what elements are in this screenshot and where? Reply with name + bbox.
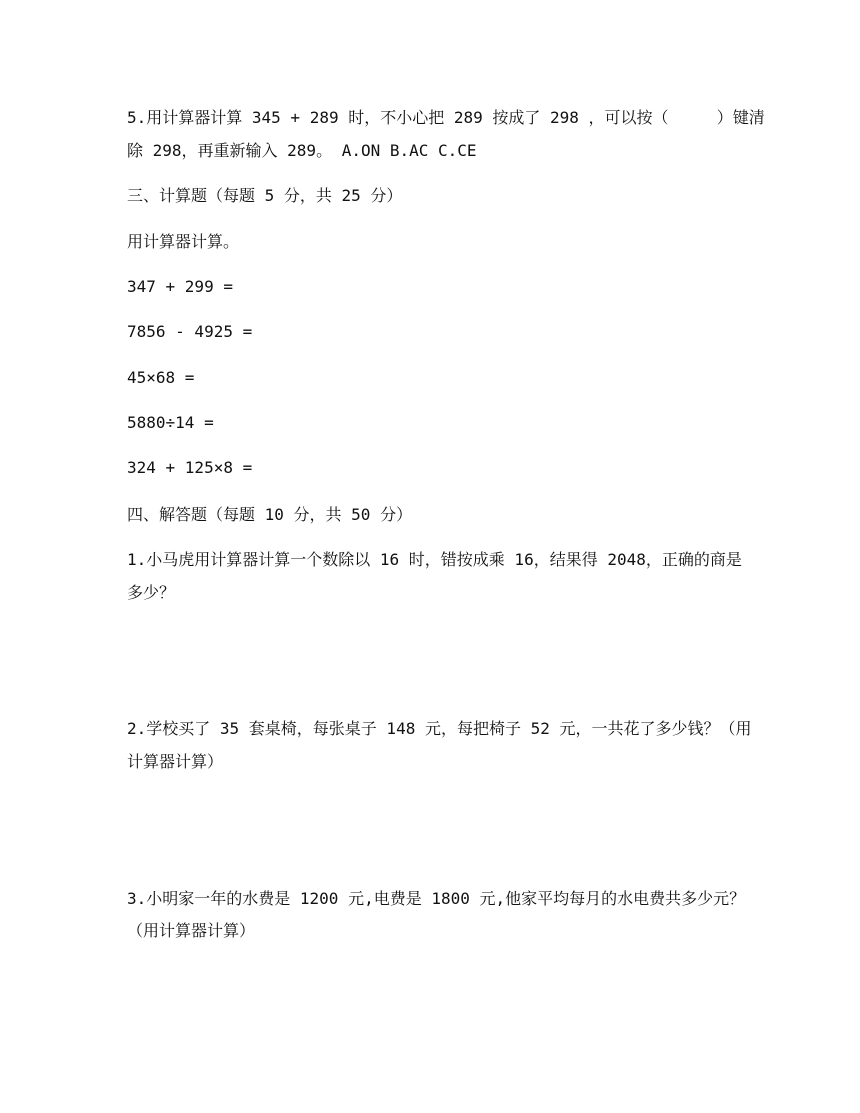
word-problem-3-line-2: （用计算器计算）	[127, 921, 256, 940]
calc-problem-3: 45×68 =	[127, 368, 195, 387]
word-problem-3-line-1: 3.小明家一年的水费是 1200 元,电费是 1800 元,他家平均每月的水电费共多少元？	[127, 889, 746, 908]
calc-problem-2: 7856 - 4925 =	[127, 322, 253, 341]
section-3-instruction: 用计算器计算。	[127, 232, 240, 251]
word-problem-2-line-2: 计算器计算）	[127, 752, 224, 771]
calc-problem-1: 347 + 299 =	[127, 277, 233, 296]
section-4-heading: 四、解答题（每题 10 分，共 50 分）	[127, 505, 413, 524]
calc-problem-4: 5880÷14 =	[127, 413, 214, 432]
word-problem-2-line-1: 2.学校买了 35 套桌椅，每张桌子 148 元，每把椅子 52 元，一共花了多少钱？（用	[127, 719, 752, 738]
word-problem-1-line-2: 多少？	[127, 583, 176, 602]
question-5-line-1: 5.用计算器计算 345 + 289 时，不小心把 289 按成了 298 ，可以按（ ）键清	[127, 108, 765, 127]
calc-problem-5: 324 + 125×8 =	[127, 458, 253, 477]
question-5-line-2: 除 298，再重新输入 289。 A.ON B.AC C.CE	[127, 141, 477, 160]
section-3-heading: 三、计算题（每题 5 分，共 25 分）	[127, 186, 403, 205]
word-problem-1-line-1: 1.小马虎用计算器计算一个数除以 16 时，错按成乘 16，结果得 2048，正确的商是	[127, 550, 742, 569]
